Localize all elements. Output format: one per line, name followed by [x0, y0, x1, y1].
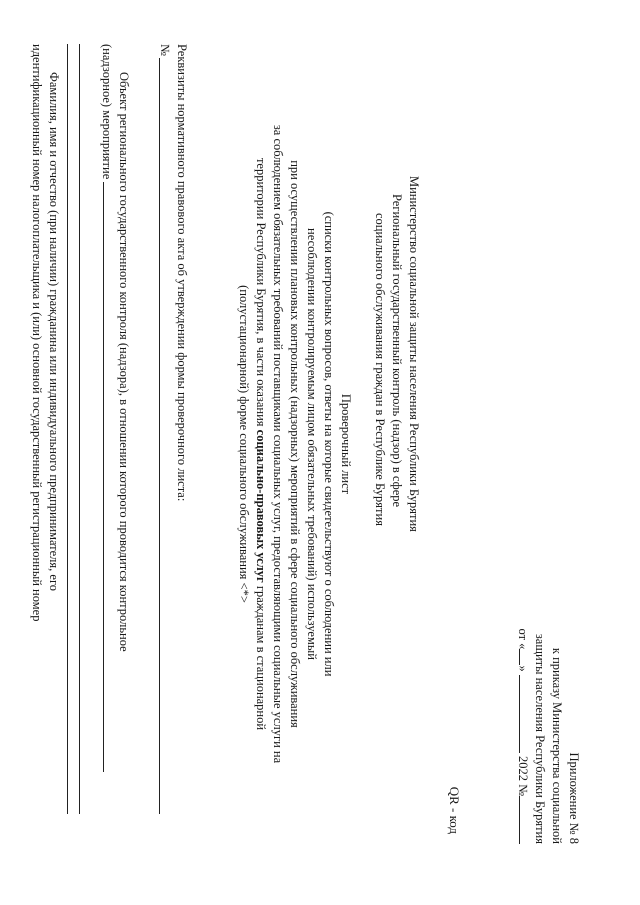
fio-block: [28, 44, 62, 814]
appendix-date-line: [514, 584, 531, 844]
requisites-label: Реквизиты нормативного правового акта об утверждении формы проверочного листа:: [175, 44, 189, 502]
title-line-1: (списки контрольных вопросов, ответы на которые свидетельствуют о соблюдении или: [322, 211, 336, 677]
header-line-3: социального обслуживания граждан в Республике Бурятия: [373, 213, 387, 526]
object-rule: [79, 44, 80, 814]
requisites-number-field[interactable]: [156, 44, 173, 814]
fio-line-1: Фамилия, имя и отчество (при наличии) гражданина или индивидуального предпринимателя, его: [47, 72, 61, 592]
date-suffix: 2022 №: [516, 755, 530, 796]
date-mid: »: [516, 665, 530, 672]
title-line-5-bold: социально-правовых услуг: [254, 429, 268, 583]
appendix-line-2: к приказу Министерства социальной: [550, 647, 564, 844]
appendix-line-3: защиты населения Республики Бурятия: [533, 633, 547, 844]
date-prefix: от «: [516, 628, 530, 650]
title-line-5-post: гражданам в стационарной: [254, 582, 268, 731]
header-line-1: Министерство социальной защиты населения Республики Бурятия: [407, 176, 421, 532]
object-line-1: Объект регионального государственного контроля (надзора), в отношении которого проводится контрольное: [117, 72, 131, 652]
appendix-line-1: Приложение № 8: [567, 752, 581, 844]
title-line-5: [252, 84, 269, 804]
title-line-6: (полустационарной) форме социального обслуживания <*>: [237, 285, 251, 603]
ministry-header: [371, 176, 422, 532]
requisites-block: [158, 44, 190, 814]
header-line-2: Региональный государственный контроль (надзор) в сфере: [390, 194, 404, 508]
object-line-2[interactable]: [98, 44, 115, 814]
fio-top-rule: [67, 44, 68, 814]
title-line-3: при осуществлении плановых контрольных (надзорных) мероприятий в сфере социального обслуживания: [288, 160, 302, 728]
title-heading: Проверочный лист: [339, 393, 353, 495]
control-object-block: [98, 44, 132, 814]
title-line-2: несоблюдении контролируемым лицом обязательных требований) используемый: [305, 228, 319, 660]
number-sign: №: [158, 44, 172, 56]
object-line-2-text: (надзорное) мероприятие: [100, 44, 114, 180]
month-blank: [519, 675, 531, 753]
object-underline: [103, 182, 115, 772]
fio-line-2: идентификационный номер налогоплательщика и (или) основной государственный регистрационный номер: [30, 44, 44, 622]
checklist-title: [235, 84, 354, 804]
number-underline: [159, 58, 160, 814]
rotated-content: [22, 44, 582, 844]
qr-code-label: QR - код: [447, 786, 462, 834]
title-line-5-pre: территории Республики Бурятия, в части оказания: [254, 157, 268, 430]
day-blank: [519, 649, 531, 665]
number-blank: [519, 796, 531, 844]
appendix-block: [514, 584, 582, 844]
title-line-4: за соблюдением обязательных требований поставщиками социальных услуг, предоставляющими социальные услуги на: [271, 124, 285, 764]
